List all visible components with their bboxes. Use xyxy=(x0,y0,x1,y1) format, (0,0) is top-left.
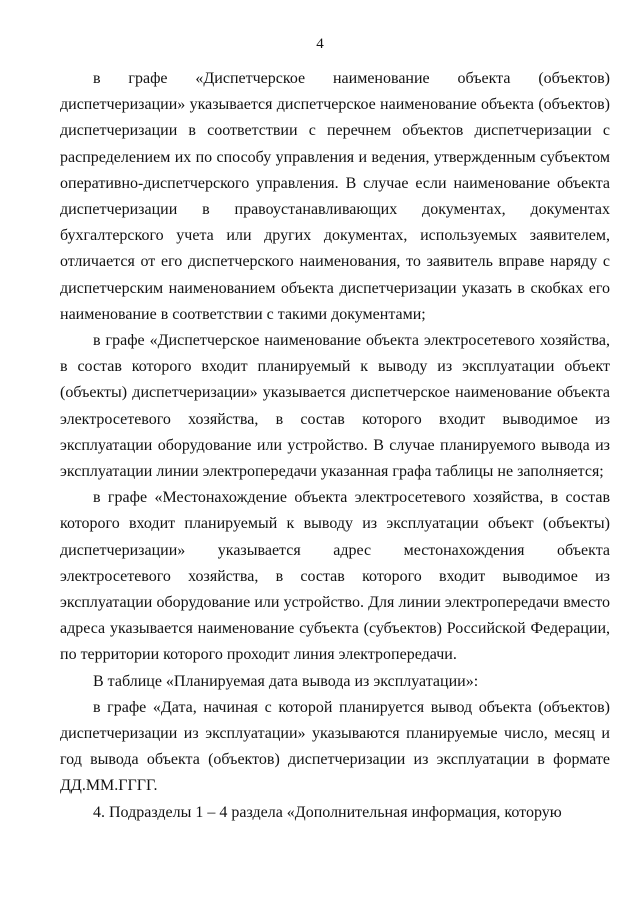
paragraph-date-column: в графе «Дата, начиная с которой планируется вывод объекта (объектов) диспетчеризации из эксплуатации» указываются планируемые число, месяц и год вывода объекта (объектов) диспетчеризации из эксплуатации в формате ДД.ММ.ГГГГ. xyxy=(60,698,610,795)
document-body xyxy=(60,66,610,826)
paragraph-grid-facility-name-column: в графе «Диспетчерское наименование объекта электросетевого хозяйства, в состав которого входит планируемый к выводу из эксплуатации объект (объекты) диспетчеризации» указывается диспетчерское наименование объекта электросетевого хозяйства, в состав которого входит выводимое из эксплуатации оборудование или устройство. В случае планируемого вывода из эксплуатации линии электропередачи указанная графа таблицы не заполняется; xyxy=(60,332,610,481)
paragraph-dispatcher-name-column: в графе «Диспетчерское наименование объекта (объектов) диспетчеризации» указывается диспетчерское наименование объекта (объектов) диспетчеризации в соответствии с перечнем объектов диспетчеризации с распределением их по способу управления и ведения, утвержденным субъектом оперативно-диспетчерского управления. В случае если наименование объекта диспетчеризации в правоустанавливающих документах, документах бухгалтерского учета или других документах, используемых заявителем, отличается от его диспетчерского наименования, то заявитель вправе наряду с диспетчерским наименованием объекта диспетчеризации указать в скобках его наименование в соответствии с такими документами; xyxy=(60,70,610,323)
paragraph-planned-date-table: В таблице «Планируемая дата вывода из эксплуатации»: xyxy=(93,672,479,690)
page-number: 4 xyxy=(316,36,324,52)
paragraph-grid-facility-location-column: в графе «Местонахождение объекта электросетевого хозяйства, в состав которого входит планируемый к выводу из эксплуатации объект (объекты) диспетчеризации» указывается адрес местонахождения объекта электросетевого хозяйства, в состав которого входит выводимое из эксплуатации оборудование или устройство. Для линии электропередачи вместо адреса указывается наименование субъекта (субъектов) Российской Федерации, по территории которого проходит линия электропередачи. xyxy=(60,489,610,664)
paragraph-subsections: 4. Подразделы 1 – 4 раздела «Дополнительная информация, которую xyxy=(93,803,562,821)
